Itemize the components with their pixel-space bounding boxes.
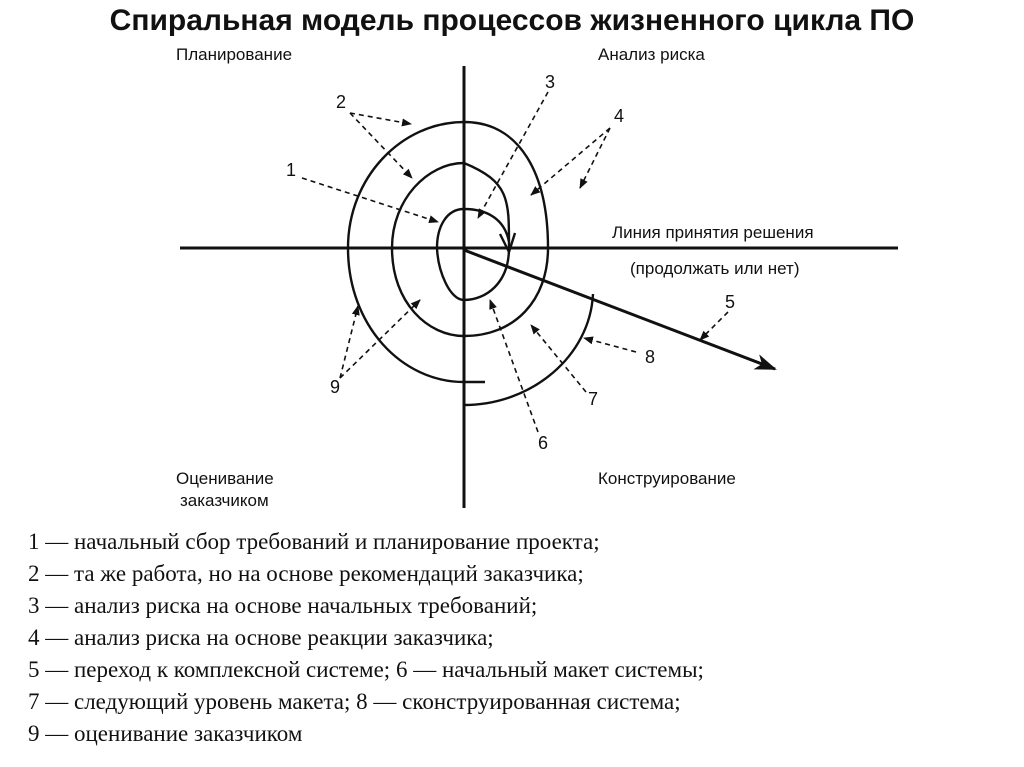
marker-5: 5: [725, 292, 736, 312]
marker-3: 3: [545, 72, 556, 92]
marker-7: 7: [588, 389, 599, 409]
marker-8: 8: [645, 347, 656, 367]
quadrant-evaluation-line2: заказчиком: [180, 491, 269, 510]
legend-item: 7 — следующий уровень макета; 8 — сконструированная система;: [28, 689, 681, 714]
decision-line-label: Линия принятия решения: [612, 223, 814, 242]
legend-item: 2 — та же работа, но на основе рекомендаций заказчика;: [28, 561, 584, 586]
quadrant-evaluation-line1: Оценивание: [176, 469, 274, 488]
quadrant-planning: Планирование: [176, 45, 293, 64]
legend-item: 3 — анализ риска на основе начальных требований;: [28, 593, 538, 618]
legend-item: 4 — анализ риска на основе реакции заказчика;: [28, 625, 494, 650]
marker-1: 1: [286, 160, 297, 180]
legend-item: 9 — оценивание заказчиком: [28, 721, 303, 746]
legend-item: 1 — начальный сбор требований и планирование проекта;: [28, 529, 600, 554]
marker-2: 2: [336, 92, 347, 112]
page-title: Спиральная модель процессов жизненного цикла ПО: [109, 4, 915, 37]
quadrant-risk-analysis: Анализ риска: [598, 45, 705, 64]
legend-item: 5 — переход к комплексной системе; 6 — начальный макет системы;: [28, 657, 704, 682]
marker-9: 9: [330, 377, 341, 397]
marker-4: 4: [614, 106, 625, 126]
quadrant-construction: Конструирование: [598, 469, 736, 488]
spiral-curve: [348, 122, 593, 405]
legend: [28, 526, 1018, 750]
decision-line-sublabel: (продолжать или нет): [630, 259, 800, 278]
marker-6: 6: [538, 433, 549, 453]
